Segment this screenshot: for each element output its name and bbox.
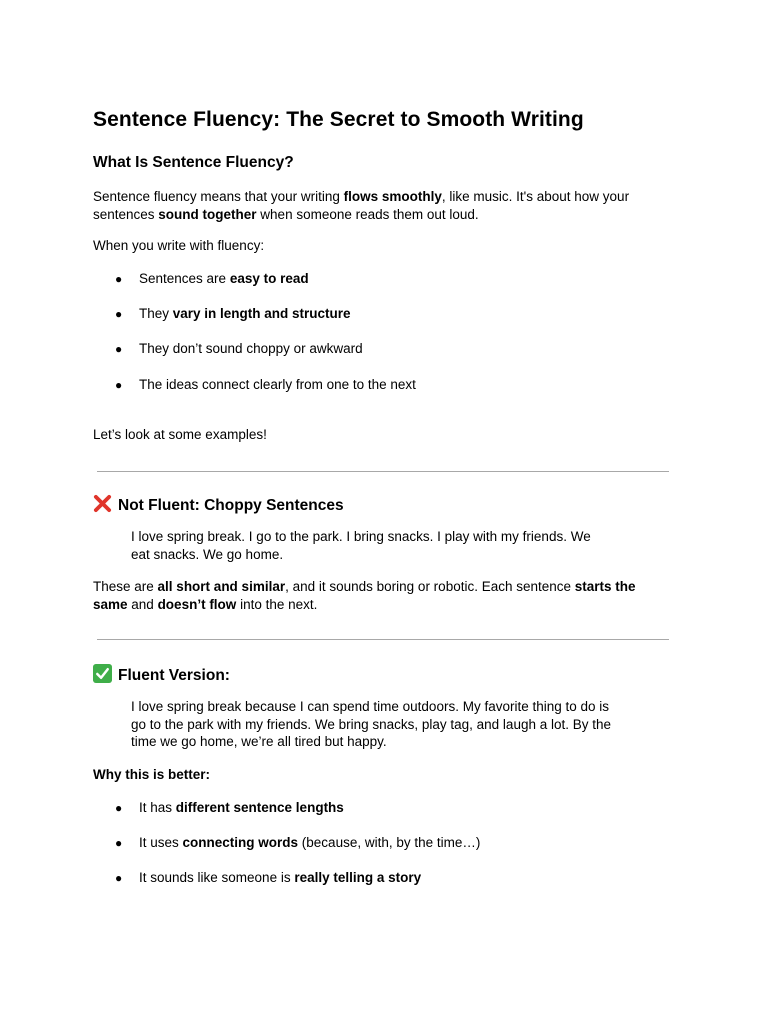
closing-text: Let’s look at some examples! — [93, 427, 267, 442]
list-item: ● It sounds like someone is really telling a story — [115, 869, 421, 888]
choppy-example: I love spring break. I go to the park. I bring snacks. I play with my friends. We eat snacks. We go home. — [131, 529, 591, 562]
bullet-icon: ● — [115, 836, 123, 850]
list-item: ● It has different sentence lengths — [115, 799, 344, 818]
explanation-line-1: These are all short and similar, and it sounds boring or robotic. Each sentence starts the — [93, 579, 636, 594]
section-heading-not-fluent: Not Fluent: Choppy Sentences — [93, 494, 344, 515]
section-heading-fluent: Fluent Version: — [93, 664, 230, 685]
fluent-example: I love spring break because I can spend time outdoors. My favorite thing to do is go to the park with my friends. We bring snacks, play tag, and laugh a lot. By the time we go home, we’re all tired but happy. — [131, 699, 612, 749]
divider — [97, 471, 669, 472]
bullet-icon: ● — [115, 307, 123, 321]
list-item: ● Sentences are easy to read — [115, 270, 309, 289]
bullet-icon: ● — [115, 342, 123, 356]
intro-line-2: sentences sound together when someone reads them out loud. — [93, 206, 479, 222]
divider — [97, 639, 669, 640]
explanation-line-2: same and doesn’t flow into the next. — [93, 596, 318, 612]
bullet-icon: ● — [115, 801, 123, 815]
choppy-explanation — [93, 578, 636, 613]
section-heading-what-is: What Is Sentence Fluency? — [93, 154, 294, 171]
red-x-icon — [93, 494, 112, 513]
list-item: ● They don’t sound choppy or awkward — [115, 340, 363, 359]
list-item: ● They vary in length and structure — [115, 305, 351, 324]
lead-in-text: When you write with fluency: — [93, 238, 265, 253]
intro-paragraph — [93, 188, 629, 223]
bullet-icon: ● — [115, 272, 123, 286]
why-better-label: Why this is better: — [93, 767, 211, 782]
bullet-icon: ● — [115, 378, 123, 392]
intro-line-1: Sentence fluency means that your writing flows smoothly, like music. It's about how your — [93, 189, 630, 204]
list-item: ● It uses connecting words (because, with, by the time…) — [115, 834, 480, 853]
green-check-icon — [93, 664, 112, 683]
bullet-icon: ● — [115, 871, 123, 885]
list-item: ● The ideas connect clearly from one to the next — [115, 376, 416, 395]
page-title: Sentence Fluency: The Secret to Smooth Writing — [93, 108, 584, 131]
